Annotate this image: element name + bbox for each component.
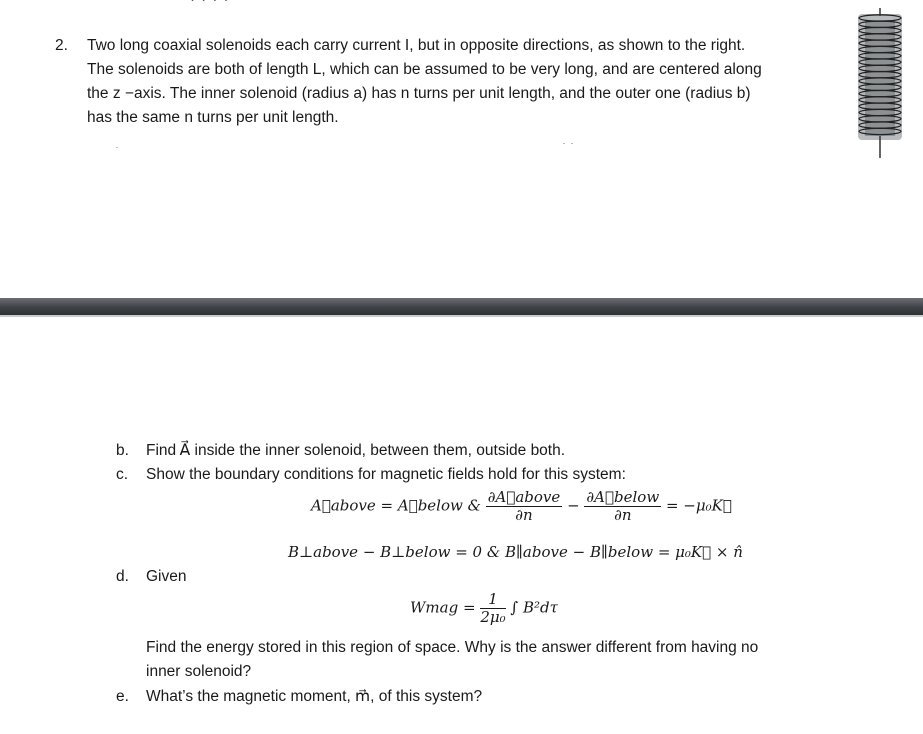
eq3-lhs: Wmag =	[410, 598, 476, 617]
part-d-question	[146, 636, 846, 684]
problem-statement	[55, 34, 825, 130]
eq1-frac-below	[584, 489, 661, 524]
problem-text	[87, 34, 825, 130]
eq1-rhs: = −μ₀K⃗	[665, 496, 732, 515]
part-b-text: Find A⃗ inside the inner solenoid, between them, outside both.	[146, 442, 566, 459]
part-d-text: Given	[146, 568, 187, 585]
problem-line: Two long coaxial solenoids each carry current I, but in opposite directions, as shown to the right.	[87, 37, 746, 54]
speck	[571, 143, 573, 144]
part-c-text: Show the boundary conditions for magnetic fields hold for this system:	[146, 466, 626, 483]
part-d-label: d.	[116, 568, 129, 585]
eq1-frac2-den: ∂n	[614, 506, 632, 524]
eq3-den: 2μ₀	[480, 608, 506, 626]
part-d-line: inner solenoid?	[146, 663, 252, 680]
part-e	[116, 685, 482, 709]
boundary-eq-vector-potential	[311, 489, 732, 524]
boundary-eq-magnetic-field: B⊥above − B⊥below = 0 & B∥above − B∥below = μ₀K⃗ × n̂	[288, 543, 743, 561]
part-e-text: What’s the magnetic moment, m⃗, of this system?	[146, 688, 483, 705]
eq3-frac	[480, 591, 505, 626]
eq1-frac1-den: ∂n	[515, 506, 533, 524]
section-divider	[0, 298, 923, 315]
part-c-label: c.	[116, 466, 129, 483]
part-e-label: e.	[116, 688, 129, 705]
eq3-num: 1	[480, 591, 505, 609]
eq3-rhs: ∫ B²dτ	[510, 598, 558, 617]
eq1-minus: −	[567, 496, 580, 515]
eq1-frac1-num: ∂A⃗above	[487, 488, 561, 506]
section-divider-edge	[0, 315, 923, 317]
eq1-lhs: A⃗above = A⃗below &	[311, 496, 481, 515]
eq1-frac-above	[486, 489, 563, 524]
problem-line: The solenoids are both of length L, which can be assumed to be very long, and are centered along	[87, 61, 762, 78]
speck	[563, 143, 565, 144]
top-clipped-text	[190, 0, 229, 8]
eq1-frac2-num: ∂A⃗below	[586, 488, 660, 506]
problem-line: has the same n turns per unit length.	[87, 109, 339, 126]
energy-equation	[410, 591, 558, 626]
part-b-label: b.	[116, 442, 129, 459]
coaxial-solenoid-figure	[852, 6, 908, 160]
speck	[116, 147, 118, 148]
part-d	[116, 565, 187, 589]
part-d-line: Find the energy stored in this region of space. Why is the answer different from having no	[146, 639, 759, 656]
problem-line: the z −axis. The inner solenoid (radius a) has n turns per unit length, and the outer one (radius b)	[87, 85, 751, 102]
part-b	[116, 439, 565, 463]
part-c	[116, 463, 626, 487]
problem-number: 2.	[55, 37, 68, 54]
